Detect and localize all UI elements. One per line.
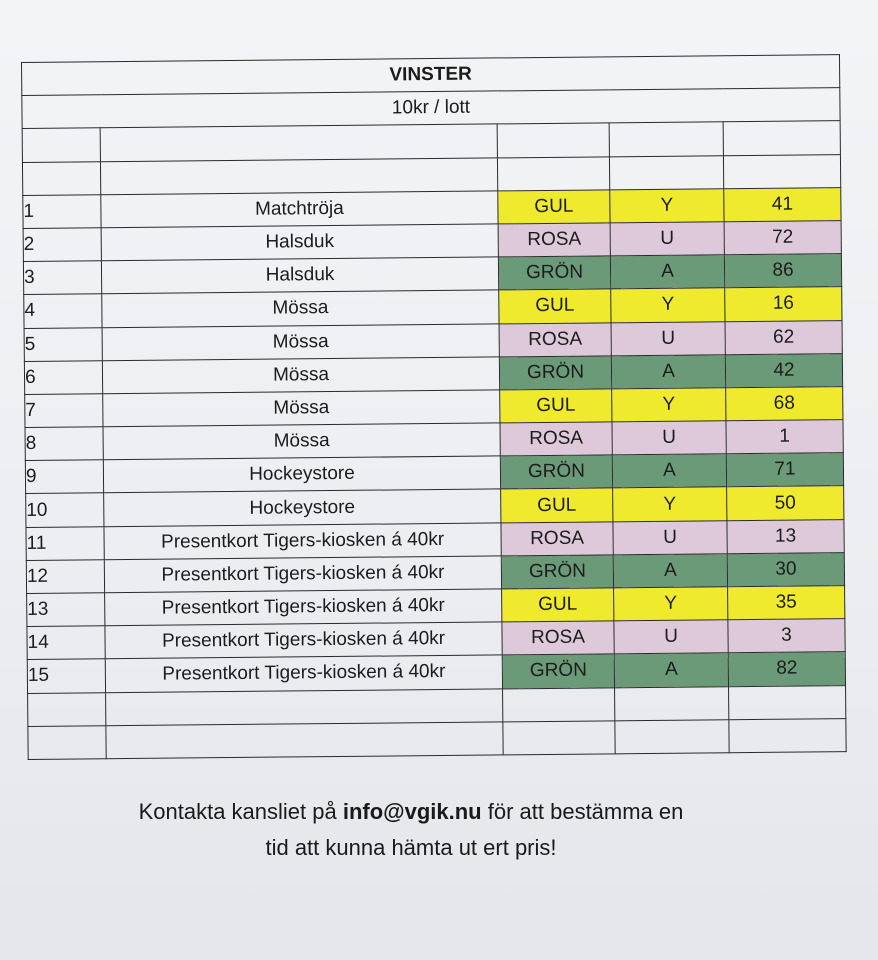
prize-table	[21, 54, 847, 760]
empty-cell	[106, 688, 503, 725]
row-number: 6	[24, 360, 102, 394]
row-number: 10	[26, 493, 104, 527]
row-number: 9	[25, 460, 103, 494]
ticket-color: GUL	[499, 289, 611, 323]
empty-cell	[100, 124, 497, 161]
ticket-color: ROSA	[501, 521, 613, 555]
ticket-number: 86	[724, 254, 841, 288]
empty-cell	[28, 692, 106, 726]
ticket-letter: U	[614, 620, 728, 654]
row-number: 4	[24, 294, 102, 328]
ticket-number: 1	[726, 420, 843, 454]
empty-cell	[28, 725, 106, 759]
empty-cell	[106, 722, 503, 759]
row-number: 3	[23, 261, 101, 295]
ticket-letter: A	[610, 255, 724, 289]
ticket-letter: A	[613, 554, 727, 588]
ticket-letter: U	[611, 321, 725, 355]
empty-row	[28, 718, 846, 759]
empty-cell	[497, 123, 609, 157]
ticket-color: GUL	[502, 588, 614, 622]
ticket-letter: Y	[610, 189, 724, 223]
ticket-number: 42	[725, 353, 842, 387]
ticket-color: GRÖN	[499, 356, 611, 390]
empty-cell	[503, 721, 615, 755]
ticket-color: GRÖN	[501, 555, 613, 589]
ticket-letter: A	[612, 454, 726, 488]
ticket-color: GRÖN	[502, 654, 614, 688]
empty-cell	[609, 155, 723, 189]
empty-cell	[503, 687, 615, 721]
email-link[interactable]: info@vgik.nu	[342, 799, 482, 824]
table-subtitle: 10kr / lott	[22, 88, 840, 129]
prize-name: Halsduk	[101, 257, 498, 294]
contact-line-2: tid att kunna hämta ut ert pris!	[265, 835, 557, 860]
prize-name: Presentkort Tigers-kiosken á 40kr	[104, 523, 501, 560]
contact-line-1	[0, 794, 822, 830]
ticket-number: 50	[727, 486, 844, 520]
ticket-letter: U	[612, 421, 726, 455]
ticket-color: GUL	[498, 190, 610, 224]
ticket-color: GUL	[501, 488, 613, 522]
prize-name: Presentkort Tigers-kiosken á 40kr	[105, 655, 502, 692]
ticket-letter: U	[610, 222, 724, 256]
ticket-color: GUL	[500, 389, 612, 423]
empty-cell	[723, 154, 840, 188]
ticket-number: 16	[725, 287, 842, 321]
ticket-color: GRÖN	[498, 256, 610, 290]
prize-name: Mössa	[102, 323, 499, 360]
ticket-number: 13	[727, 519, 844, 553]
row-number: 8	[25, 427, 103, 461]
ticket-color: ROSA	[498, 223, 610, 257]
ticket-number: 30	[727, 552, 844, 586]
row-number: 1	[23, 194, 101, 228]
ticket-letter: Y	[611, 288, 725, 322]
prize-name: Mössa	[102, 290, 499, 327]
row-number: 14	[27, 626, 105, 660]
row-number: 13	[27, 593, 105, 627]
prize-name: Halsduk	[101, 224, 498, 261]
contact-note	[0, 794, 822, 866]
ticket-number: 62	[725, 320, 842, 354]
empty-cell	[615, 719, 729, 753]
empty-cell	[723, 121, 840, 155]
ticket-letter: Y	[613, 487, 727, 521]
prize-name: Mössa	[103, 423, 500, 460]
row-number: 7	[25, 394, 103, 428]
ticket-number: 82	[728, 652, 845, 686]
ticket-letter: U	[613, 520, 727, 554]
row-number: 5	[24, 327, 102, 361]
prize-name: Presentkort Tigers-kiosken á 40kr	[105, 622, 502, 659]
empty-cell	[497, 156, 609, 190]
ticket-number: 41	[724, 187, 841, 221]
empty-cell	[100, 157, 497, 194]
ticket-letter: Y	[614, 587, 728, 621]
ticket-number: 3	[728, 619, 845, 653]
ticket-number: 72	[724, 221, 841, 255]
empty-cell	[22, 128, 100, 162]
ticket-number: 68	[726, 387, 843, 421]
contact-text: för att bestämma en	[481, 799, 684, 824]
ticket-number: 71	[726, 453, 843, 487]
prize-name: Hockeystore	[103, 456, 500, 493]
empty-cell	[729, 685, 846, 719]
ticket-number: 35	[728, 586, 845, 620]
empty-cell	[609, 122, 723, 156]
row-number: 12	[26, 560, 104, 594]
prize-name: Presentkort Tigers-kiosken á 40kr	[104, 556, 501, 593]
prize-name: Matchtröja	[101, 191, 498, 228]
prize-name: Hockeystore	[104, 489, 501, 526]
ticket-letter: A	[611, 354, 725, 388]
contact-text: Kontakta kansliet på	[138, 799, 343, 824]
empty-cell	[615, 686, 729, 720]
ticket-color: ROSA	[502, 621, 614, 655]
empty-cell	[22, 161, 100, 195]
prize-name: Mössa	[102, 357, 499, 394]
ticket-color: ROSA	[500, 422, 612, 456]
ticket-letter: A	[614, 653, 728, 687]
row-number: 2	[23, 228, 101, 262]
prize-name: Presentkort Tigers-kiosken á 40kr	[105, 589, 502, 626]
ticket-color: ROSA	[499, 322, 611, 356]
ticket-letter: Y	[612, 388, 726, 422]
prize-name: Mössa	[103, 390, 500, 427]
empty-cell	[729, 718, 846, 752]
table-title: VINSTER	[22, 55, 840, 96]
row-number: 11	[26, 526, 104, 560]
row-number: 15	[27, 659, 105, 693]
ticket-color: GRÖN	[500, 455, 612, 489]
